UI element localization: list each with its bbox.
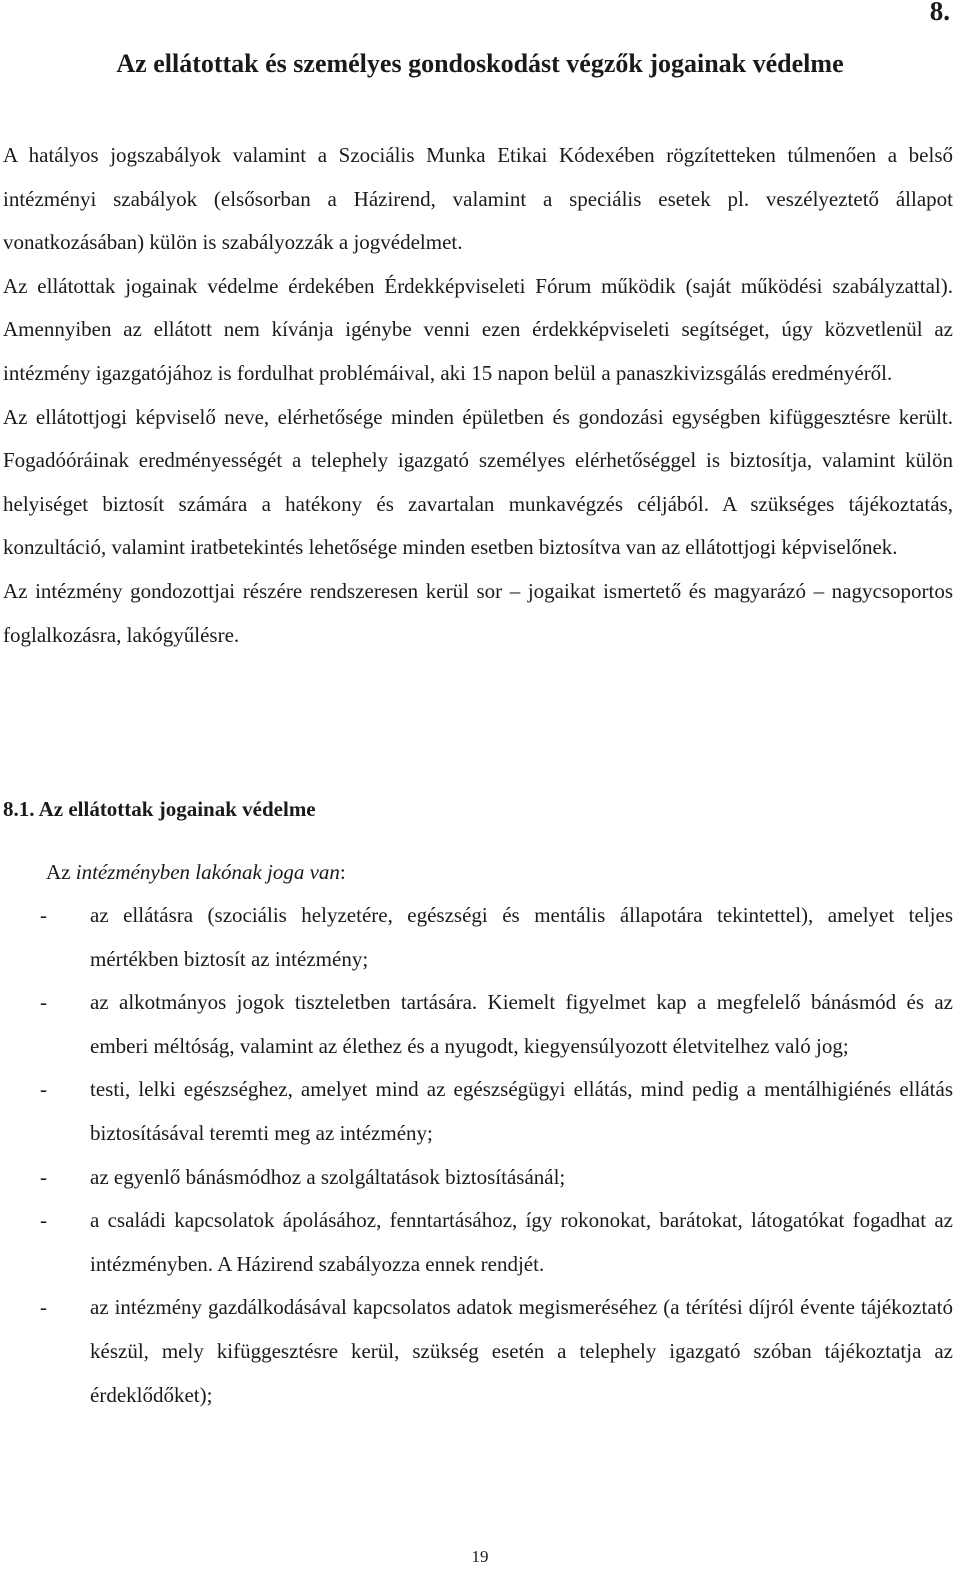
list-item-text: az alkotmányos jogok tiszteletben tartására. Kiemelt figyelmet kap a megfelelő bánásmód és az emberi méltóság, valamint az élethez és a nyugodt, kiegyensúlyozott életvitelhez való jog;: [90, 990, 953, 1058]
list-item-text: az intézmény gazdálkodásával kapcsolatos adatok megismeréséhez (a térítési díjról évente tájékoztató készül, mely kifüggesztésre kerül, szükség esetén a telephely igazgató szóban tájékoztatja az érdeklődőket);: [90, 1295, 953, 1407]
list-dash: -: [40, 903, 47, 927]
list-dash: -: [40, 1208, 47, 1233]
paragraph-legal-framework: A hatályos jogszabályok valamint a Szociális Munka Etikai Kódexében rögzítetteken túlmenően a belső intézményi szabályok (elsősorban a Házirend, valamint a speciális esetek pl. veszélyeztető állapot vonatkozásában) külön is szabályozzák a jogvédelmet.: [3, 143, 953, 255]
list-item-text: testi, lelki egészséghez, amelyet mind az egészségügyi ellátás, mind pedig a mentálhigiénés ellátás biztosításával teremti meg az intézmény;: [90, 1077, 953, 1145]
list-dash: -: [40, 1295, 47, 1320]
list-item: [0, 981, 953, 1068]
rights-intro-italic: intézményben lakónak joga van: [75, 860, 340, 884]
rights-intro-prefix: Az: [46, 860, 76, 884]
list-item-text: az egyenlő bánásmódhoz a szolgáltatások biztosításánál;: [90, 1164, 566, 1189]
body-text: [3, 134, 953, 657]
page-number: 19: [471, 1547, 489, 1566]
paragraph-interest-forum: Az ellátottak jogainak védelme érdekében Érdekképviseleti Fórum működik (saját működési szabályzattal). Amennyiben az ellátott nem kívánja igénybe venni ezen érdekképviseleti segítséget, úgy közvetlenül az intézmény igazgatójához is fordulhat problémáival, aki 15 napon belül a panaszkivizsgálás eredményéről.: [3, 273, 953, 385]
list-item: [0, 1286, 953, 1417]
chapter-number: 8.: [929, 0, 950, 26]
chapter-title: Az ellátottak és személyes gondoskodást végzők jogainak védelme: [116, 49, 844, 78]
rights-intro-suffix: :: [339, 860, 346, 884]
list-item: [0, 1156, 953, 1200]
section-heading: 8.1. Az ellátottak jogainak védelme: [3, 797, 316, 821]
paragraph-rights-representative: Az ellátottjogi képviselő neve, elérhetősége minden épületben és gondozási egységben kifüggesztésre került. Fogadóóráinak eredményességét a telephely igazgató személyes elérhetőséggel is biztosítja, valamint külön helyiséget biztosít számára a hatékony és zavartalan munkavégzés céljából. A szükséges tájékoztatás, konzultáció, valamint iratbetekintés lehetősége minden esetben biztosítva van az ellátottjogi képviselőnek.: [3, 404, 953, 560]
list-dash: -: [40, 1077, 47, 1102]
list-item: [0, 1068, 953, 1155]
list-item: [0, 894, 953, 981]
list-item-text: az ellátásra (szociális helyzetére, egészségi és mentális állapotára tekintettel), amelyet teljes mértékben biztosít az intézmény;: [90, 903, 953, 971]
rights-list: [0, 894, 953, 1417]
list-item-text: a családi kapcsolatok ápolásához, fenntartásához, így rokonokat, barátokat, látogatókat fogadhat az intézményben. A Házirend szabályozza ennek rendjét.: [90, 1208, 953, 1276]
paragraph-group-sessions: Az intézmény gondozottjai részére rendszeresen kerül sor – jogaikat ismertető és magyarázó – nagycsoportos foglalkozásra, lakógyűlésre.: [3, 578, 953, 647]
rights-intro: [46, 851, 346, 894]
list-item: [0, 1199, 953, 1286]
list-dash: -: [40, 990, 47, 1015]
list-dash: -: [40, 1164, 47, 1189]
